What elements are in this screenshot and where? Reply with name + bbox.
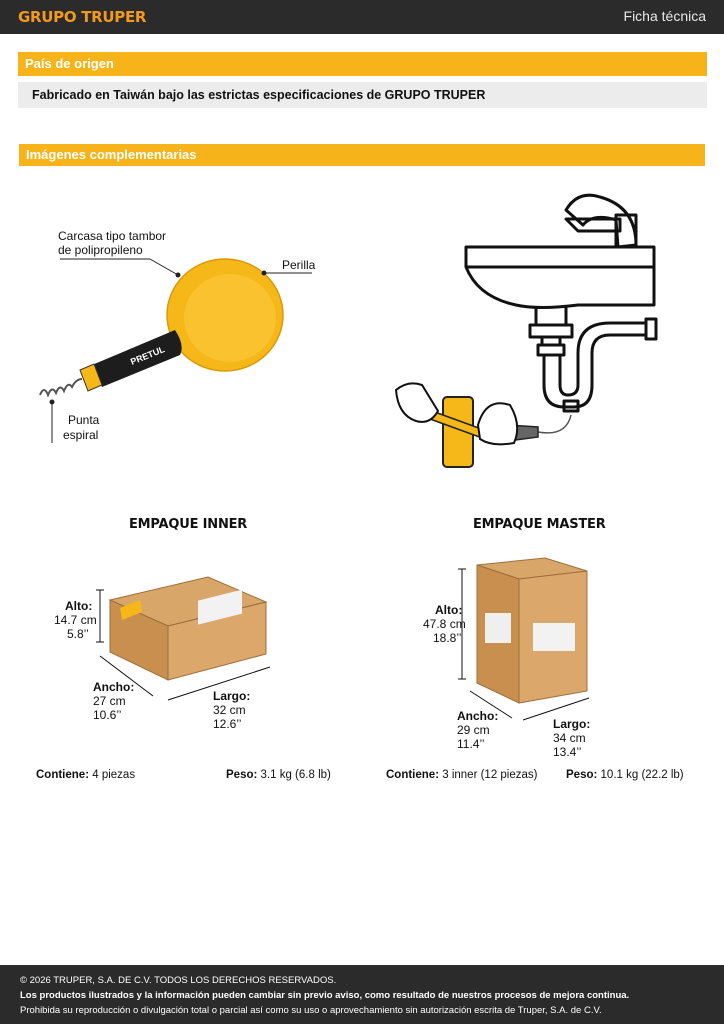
knob-callout: Perilla [282, 258, 316, 272]
master-package-title: EMPAQUE MASTER [473, 517, 606, 532]
footer-copyright: © 2026 TRUPER, S.A. DE C.V. TODOS LOS DERECHOS RESERVADOS. [20, 975, 337, 986]
inner-ancho-label: Ancho: [93, 680, 135, 694]
footer-prohibition: Prohibida su reproducción o divulgación total o parcial así como su uso o aprovechamiento sin autorización escrita de Truper, S.A. de C.V. [20, 1005, 602, 1016]
inner-package-title: EMPAQUE INNER [129, 517, 248, 532]
inner-alto-label: Alto: [65, 599, 93, 613]
housing-callout-line2: de polipropileno [58, 243, 143, 257]
inner-alto-in: 5.8’’ [67, 627, 89, 641]
master-alto-label: Alto: [435, 603, 463, 617]
images-heading: Imágenes complementarias [19, 144, 705, 166]
sink-usage-illustration [388, 185, 668, 475]
master-largo-cm: 34 cm [553, 731, 586, 745]
master-alto-in: 18.8’’ [433, 631, 462, 645]
master-contents: Contiene: 3 inner (12 piezas) [386, 769, 538, 781]
tip-callout-line2: espiral [63, 428, 99, 442]
tip-callout-line1: Punta [68, 413, 100, 427]
handle-brand-label: PRETUL [129, 344, 167, 367]
inner-largo-cm: 32 cm [213, 703, 246, 717]
inner-weight: Peso: 3.1 kg (6.8 lb) [226, 769, 331, 781]
master-ancho-in: 11.4’’ [457, 737, 485, 751]
master-largo-label: Largo: [553, 717, 591, 731]
master-box-illustration [455, 553, 605, 733]
master-alto-cm: 47.8 cm [423, 617, 466, 631]
inner-contents: Contiene: 4 piezas [36, 769, 136, 781]
origin-text: Fabricado en Taiwán bajo las estrictas especificaciones de GRUPO TRUPER [18, 82, 707, 108]
footer-notice: Los productos ilustrados y la información pueden cambiar sin previo aviso, como resultado de nuestros procesos de mejora continua. [20, 990, 630, 1001]
master-ancho-cm: 29 cm [457, 723, 490, 737]
inner-largo-label: Largo: [213, 689, 251, 703]
brand-logo: GRUPO TRUPER [18, 8, 147, 26]
origin-heading: País de origen [18, 52, 707, 76]
inner-ancho-cm: 27 cm [93, 694, 126, 708]
master-ancho-label: Ancho: [457, 709, 499, 723]
master-weight: Peso: 10.1 kg (22.2 lb) [566, 769, 684, 781]
inner-largo-in: 12.6’’ [213, 717, 242, 731]
master-largo-in: 13.4’’ [553, 745, 582, 759]
top-bar [0, 0, 724, 34]
housing-callout-line1: Carcasa tipo tambor [58, 229, 167, 243]
footer [0, 965, 724, 1024]
inner-ancho-in: 10.6’’ [93, 708, 122, 722]
document-type: Ficha técnica [623, 8, 706, 24]
inner-alto-cm: 14.7 cm [54, 613, 97, 627]
